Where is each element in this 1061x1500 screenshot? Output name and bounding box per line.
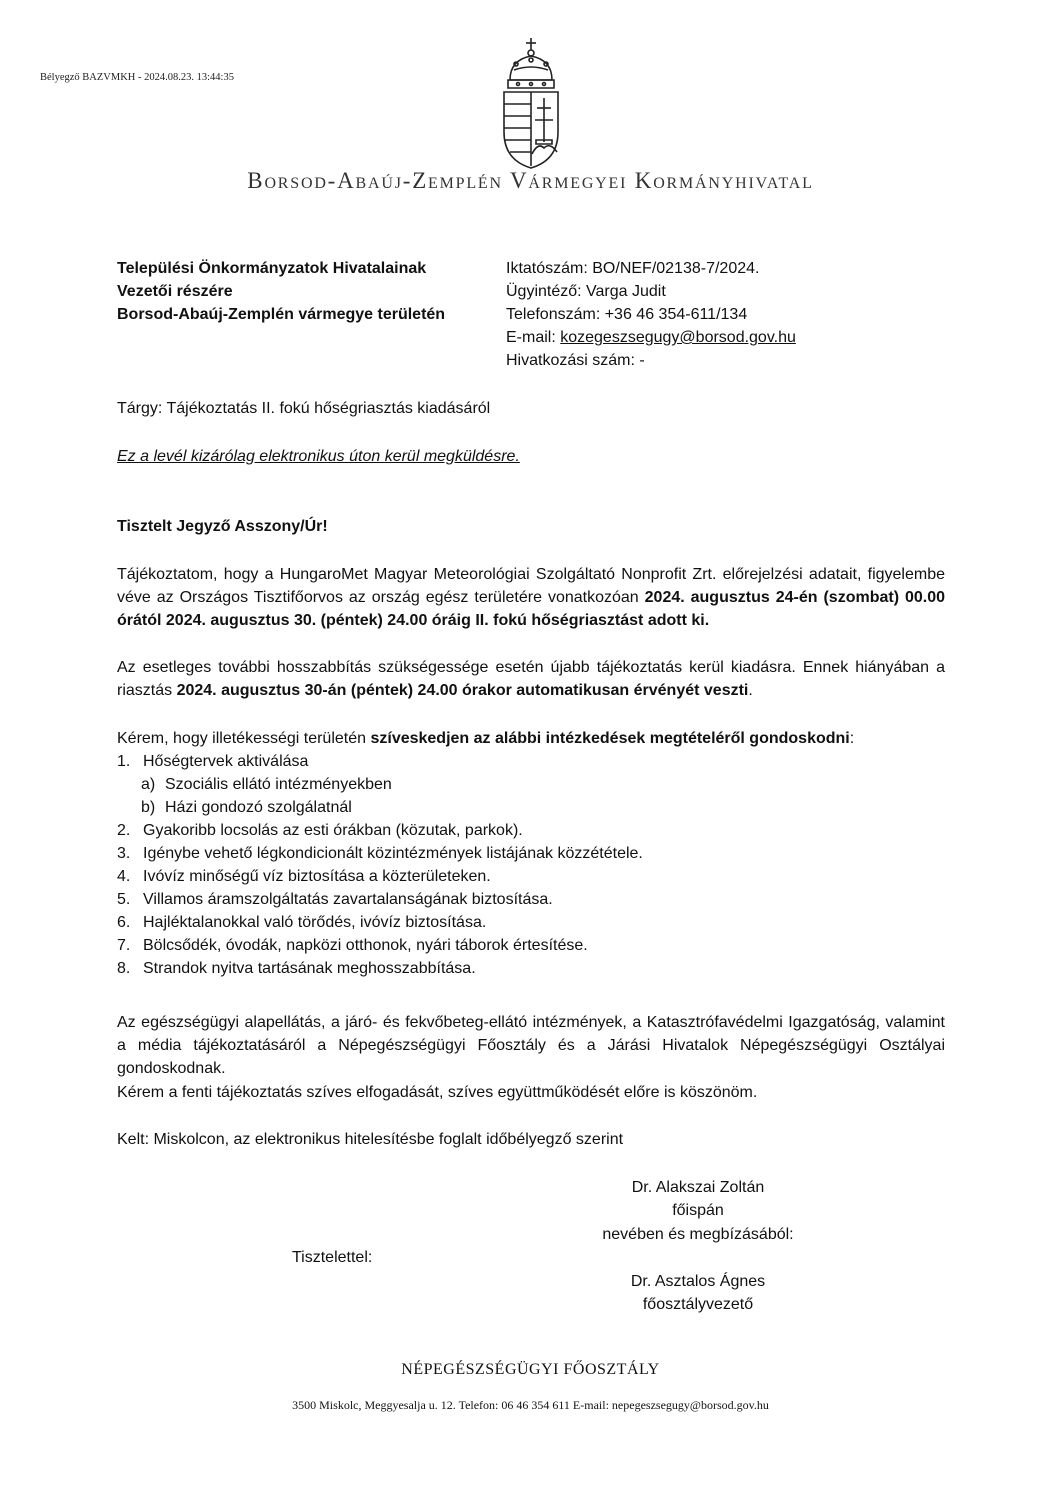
paragraph-text: Kérem, hogy illetékességi területén [117,730,371,747]
reference-number: Hivatkozási szám: - [506,352,645,369]
list-item [117,796,947,819]
subject-line: Tárgy: Tájékoztatás II. fokú hőségriasztás kiadásáról [117,400,491,417]
list-number: b) [141,799,156,816]
list-label: Szociális ellátó intézményekben [165,776,392,793]
recipient-line: Települési Önkormányzatok Hivatalainak [117,260,427,277]
signer-title: főosztályvezető [642,1296,754,1313]
list-number: 4. [117,868,131,885]
recipient-line: Vezetői részére [117,283,233,300]
list-item [117,888,947,911]
list-label: Ivóvíz minőségű víz biztosítása a közterületeken. [143,868,491,885]
list-item [117,819,947,842]
list-item [117,750,947,773]
paragraph-responsibilities: Az egészségügyi alapellátás, a járó- és fekvőbeteg-ellátó intézmények, a Katasztrófavédelmi Igazgatóság, valamint a média tájékoztatásáról a Népegészségügyi Főosztály és a Járási Hivatalok Népegészségügyi Osztályai gondoskodnak. [117,1014,945,1077]
alert-period: 2024. augusztus 24-én (szombat) 00.00 órától 2024. augusztus 30. (péntek) 24.00 óráig II. fokú hőségriasztást adott ki. [117,589,946,629]
recipient-block [117,257,445,326]
signatory-title: főispán [672,1202,724,1219]
closing-salutation: Tisztelettel: [292,1249,373,1266]
registration-number: Iktatószám: BO/NEF/02138-7/2024. [506,260,760,277]
list-number: 3. [117,845,131,862]
list-item [117,934,947,957]
paragraph-alert-notice [117,563,945,632]
footer-address: 3500 Miskolc, Meggyesalja u. 12. Telefon: 06 46 354 611 E-mail: nepegeszsegugy@borsod.gov.hu [292,1398,769,1412]
case-officer: Ügyintéző: Varga Judit [506,283,666,300]
recipient-line: Borsod-Abaúj-Zemplén vármegye területén [117,306,446,323]
on-behalf-line: nevében és megbízásából: [602,1226,794,1243]
paragraph-text: Tájékoztatom, hogy a HungaroMet Magyar Meteorológiai Szolgáltató Nonprofit Zrt. előrejelzési adatait, figyelembe véve az Országos Tisztifőorvos az ország egész területére vonatkozóan [117,566,945,606]
request-emphasis: szíveskedjen az alábbi intézkedések megtételéről gondoskodni [370,730,850,747]
list-label: Hajléktalanokkal való törődés, ivóvíz biztosítása. [143,914,487,931]
signer-name: Dr. Asztalos Ágnes [630,1273,766,1290]
paragraph-text: : [849,730,855,747]
email-line [506,326,796,349]
list-label: Gyakoribb locsolás az esti órákban (közutak, parkok). [143,822,523,839]
phone-number: Telefonszám: +36 46 354-611/134 [506,306,748,323]
list-number: 2. [117,822,131,839]
timestamp-stamp: Bélyegző BAZVMKH - 2024.08.23. 13:44:35 [40,72,234,83]
list-item [117,957,947,980]
list-label: Házi gondozó szolgálatnál [165,799,352,816]
alert-expiry: 2024. augusztus 30-án (péntek) 24.00 órakor automatikusan érvényét veszti [176,682,749,699]
agency-name: Borsod-Abaúj-Zemplén Vármegyei Kormányhivatal [247,168,814,193]
list-label: Strandok nyitva tartásának meghosszabbítása. [143,960,476,977]
list-label: Hőségtervek aktiválása [143,753,309,770]
list-item [117,842,947,865]
signatory-name: Dr. Alakszai Zoltán [631,1179,765,1196]
list-number: 6. [117,914,131,931]
list-number: 7. [117,937,131,954]
reference-block [506,257,796,372]
list-number: 8. [117,960,131,977]
paragraph-text: . [748,682,753,699]
list-number: a) [141,776,156,793]
email-link[interactable]: kozegeszsegugy@borsod.gov.hu [560,329,796,346]
greeting: Tisztelt Jegyző Asszony/Úr! [117,518,328,535]
paragraph-text: Az esetleges további hosszabbítás szükségessége esetén újabb tájékoztatás kerül kiadásra. Ennek hiányában a riasztás [117,659,945,699]
list-label: Igénybe vehető légkondicionált közintézmények listájának közzététele. [143,845,643,862]
list-label: Bölcsődék, óvodák, napközi otthonok, nyári táborok értesítése. [143,937,588,954]
paragraph-extension [117,656,945,702]
paragraph-thanks: Kérem a fenti tájékoztatás szíves elfogadását, szíves együttműködését előre is köszönöm. [117,1084,758,1101]
delivery-note: Ez a levél kizárólag elektronikus úton kerül megküldésre. [117,448,520,465]
paragraph-request [117,727,945,750]
date-place-line: Kelt: Miskolcon, az elektronikus hitelesítésbe foglalt időbélyegző szerint [117,1131,624,1148]
footer-department: NÉPEGÉSZSÉGÜGYI FŐOSZTÁLY [401,1361,660,1378]
list-item [117,773,947,796]
list-number: 5. [117,891,131,908]
coat-of-arms-icon [496,36,566,170]
email-label: E-mail: [506,329,561,346]
measures-list [117,750,947,980]
list-item [117,911,947,934]
list-label: Villamos áramszolgáltatás zavartalanságának biztosítása. [143,891,553,908]
list-item [117,865,947,888]
list-number: 1. [117,753,131,770]
